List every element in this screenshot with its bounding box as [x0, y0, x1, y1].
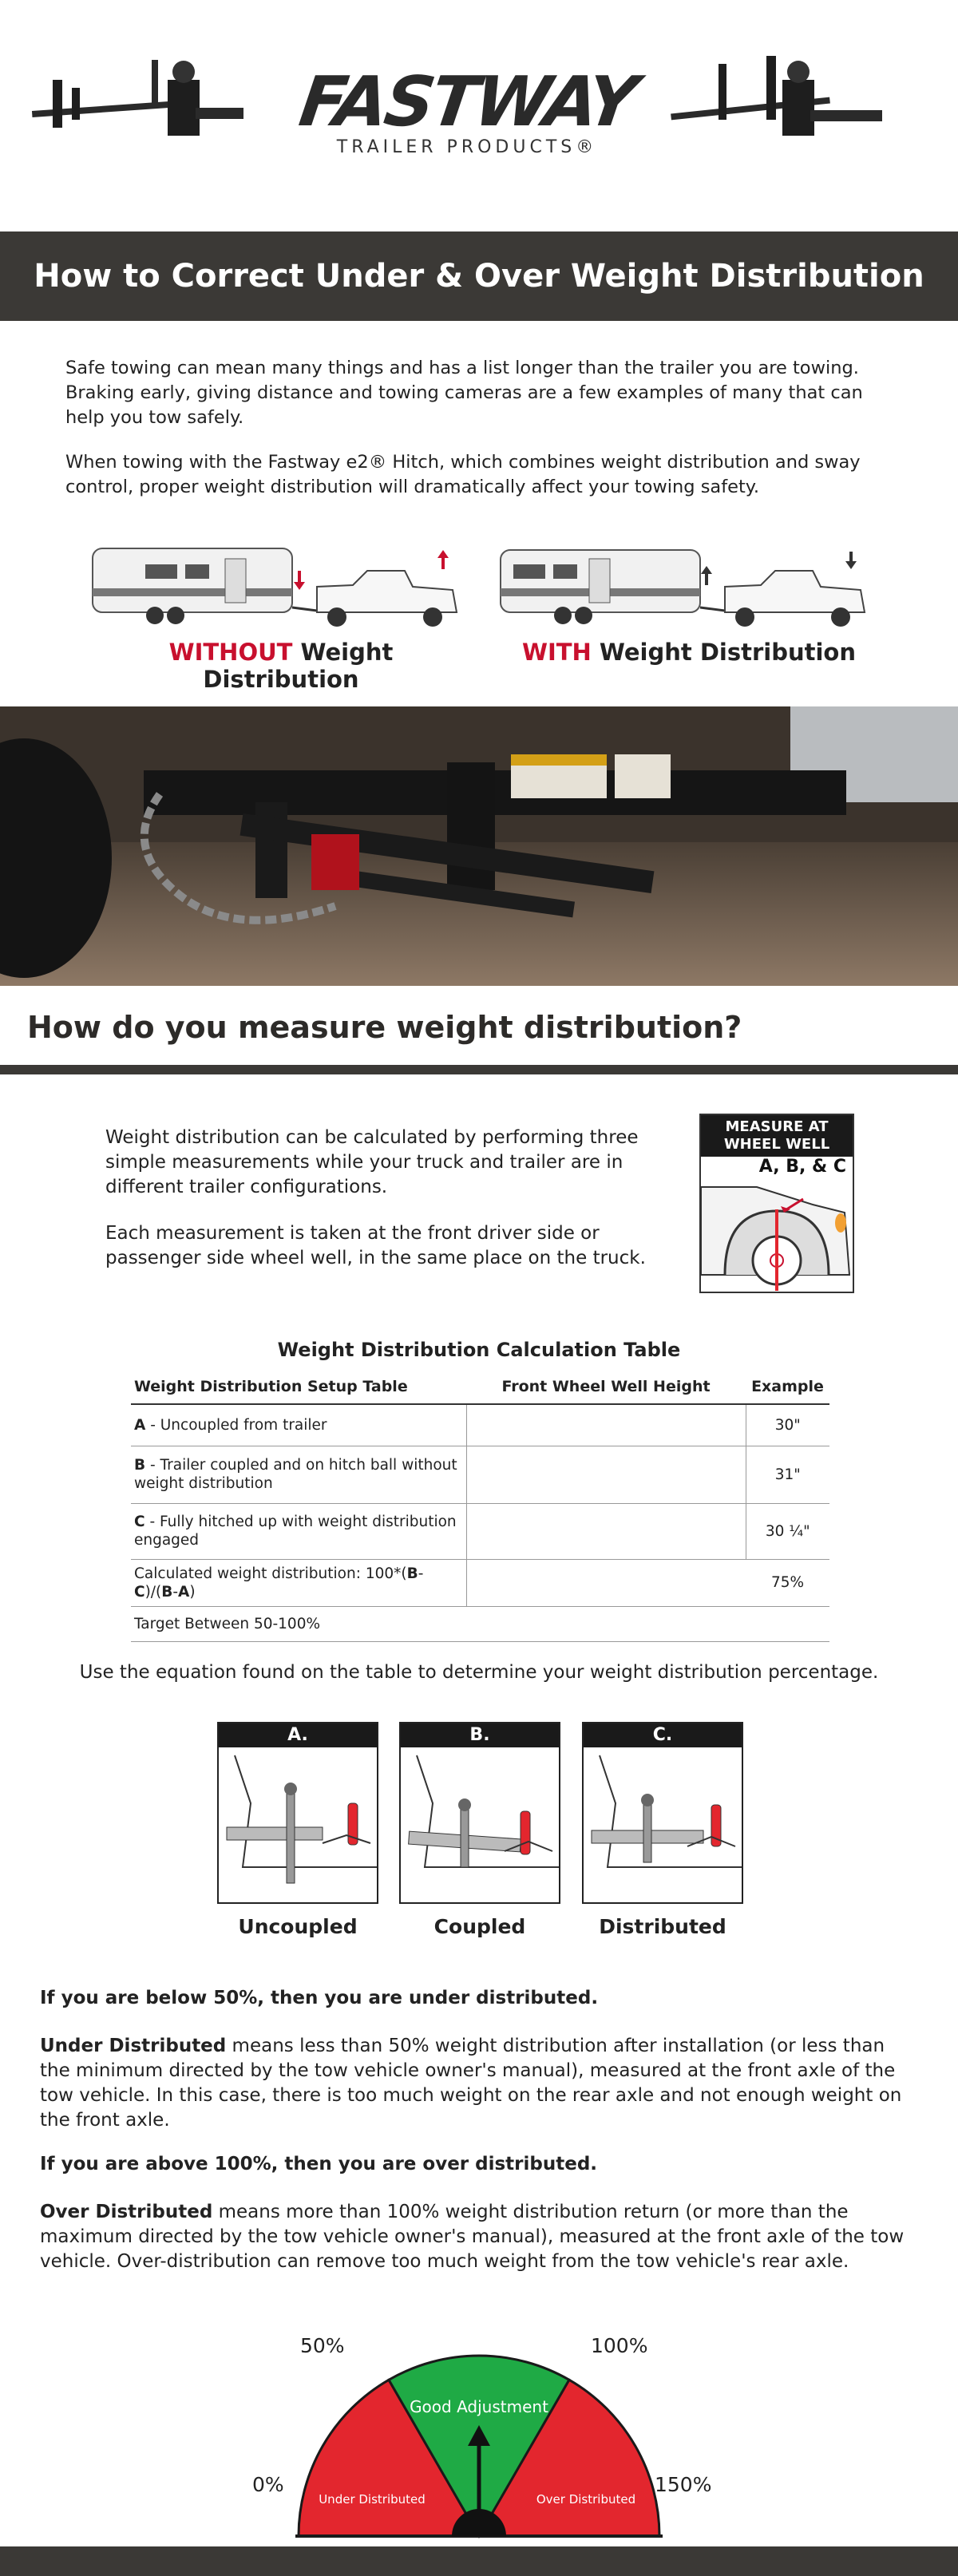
- stage-letter: C.: [584, 1723, 742, 1747]
- table-row: [131, 1404, 829, 1446]
- formula-c: C: [134, 1583, 145, 1601]
- stage-label: Distributed: [599, 1915, 726, 1938]
- stage-diagram: [217, 1722, 378, 1904]
- under-paragraph: [40, 2034, 918, 2133]
- row-key: B: [134, 1457, 146, 1474]
- table-header-setup: Weight Distribution Setup Table: [131, 1370, 466, 1404]
- table-header-row: [131, 1370, 829, 1404]
- rig-without-distribution-illustration: [89, 539, 473, 635]
- row-label: - Uncoupled from trailer: [145, 1416, 327, 1434]
- rig-with-distribution-illustration: [497, 539, 881, 635]
- table-cell-example: 30 ¼": [746, 1503, 829, 1559]
- wheel-well-illustration: [701, 1155, 853, 1291]
- under-term: Under Distributed: [40, 2036, 227, 2056]
- with-distribution-caption: [497, 639, 881, 666]
- over-body: means more than 100% weight distribution return (or more than the maximum directed by the tow vehicle owner's manual), measured at the front axle of the tow vehicle. Over-distribution can remove too much weight from the tow vehicle's rear axle.: [40, 2202, 905, 2272]
- stage-illustration: [401, 1747, 559, 1902]
- equation-note: Use the equation found on the table to determine your weight distribution percentage.: [79, 1662, 879, 1683]
- stage-illustration: [584, 1747, 742, 1902]
- gauge-label-0: 0%: [252, 2473, 284, 2496]
- table-cell-example: 30": [746, 1404, 829, 1446]
- footer-band: [0, 2546, 958, 2576]
- hitch-product-image-right: [663, 48, 886, 160]
- table-cell-height: [466, 1446, 746, 1503]
- formula-b: B: [406, 1565, 418, 1582]
- row-label: - Trailer coupled and on hitch ball without weight distribution: [134, 1457, 457, 1492]
- hitch-product-image-left: [24, 48, 247, 160]
- table-header-example: Example: [746, 1370, 829, 1404]
- gauge-good-label: Good Adjustment: [410, 2397, 548, 2416]
- table-title: Weight Distribution Calculation Table: [277, 1339, 681, 1361]
- table-row: [131, 1446, 829, 1503]
- with-rest: Weight Distribution: [591, 639, 857, 666]
- gauge-over-label: Over Distributed: [536, 2492, 636, 2507]
- over-headline: If you are above 100%, then you are over distributed.: [40, 2154, 598, 2174]
- intro-paragraph-2: When towing with the Fastway e2® Hitch, which combines weight distribution and sway control, proper weight distribution will dramatically affect your towing safety.: [65, 452, 861, 497]
- without-rest: Weight Distribution: [203, 639, 394, 693]
- without-distribution-caption: [89, 639, 473, 693]
- formula-b: B: [161, 1583, 173, 1601]
- stage-label: Coupled: [433, 1915, 526, 1938]
- wheel-well-diagram: [699, 1114, 854, 1293]
- stage-label: Uncoupled: [238, 1915, 358, 1938]
- stage-uncoupled: [217, 1722, 378, 1938]
- table-row-calculated: [131, 1559, 829, 1606]
- wheel-well-title: MEASURE AT WHEEL WELL: [701, 1115, 853, 1157]
- hitch-installed-photo: [0, 706, 958, 986]
- stage-letter: B.: [401, 1723, 559, 1747]
- formula-a: A: [178, 1583, 190, 1601]
- measure-paragraph-2: Each measurement is taken at the front driver side or passenger side wheel well, in the same place on the truck.: [105, 1223, 646, 1268]
- formula-minus: -: [418, 1565, 424, 1582]
- wheel-well-abc-label: A, B, & C: [758, 1157, 846, 1177]
- stage-distributed: [582, 1722, 743, 1938]
- logo-wordmark: FASTWAY: [295, 62, 639, 142]
- table-row: [131, 1503, 829, 1559]
- table-cell-height: [466, 1503, 746, 1559]
- table-cell-example: 31": [746, 1446, 829, 1503]
- under-headline: If you are below 50%, then you are under distributed.: [40, 1988, 599, 2008]
- calculation-table: [131, 1370, 829, 1642]
- without-word: WITHOUT: [168, 639, 293, 666]
- gauge-under-label: Under Distributed: [319, 2492, 426, 2507]
- fastway-logo: [291, 64, 643, 160]
- over-term: Over Distributed: [40, 2202, 213, 2222]
- formula-minus: -: [172, 1583, 179, 1601]
- measure-paragraph-1: Weight distribution can be calculated by performing three simple measurements while your truck and trailer are in different trailer configurations.: [105, 1127, 639, 1197]
- stage-diagram: [582, 1722, 743, 1904]
- table-cell-height: [466, 1559, 746, 1606]
- formula-divide: )/(: [144, 1583, 162, 1601]
- logo-subtitle: TRAILER PRODUCTS®: [336, 137, 598, 157]
- stage-illustration: [219, 1747, 377, 1902]
- row-label: - Fully hitched up with weight distribution engaged: [134, 1514, 457, 1549]
- table-cell-example: 75%: [746, 1559, 829, 1606]
- table-row-target: [131, 1606, 829, 1641]
- formula-suffix: ): [189, 1583, 196, 1601]
- over-paragraph: [40, 2200, 918, 2274]
- gauge-label-50: 50%: [300, 2334, 345, 2357]
- stage-coupled: [399, 1722, 560, 1938]
- under-body: means less than 50% weight distribution after installation (or less than the minimum directed by the tow vehicle owner's manual), measured at the front axle of the tow vehicle. In this case, there is too much weight on the rear axle and not enough weight on the front axle.: [40, 2036, 902, 2131]
- row-key: A: [134, 1416, 146, 1434]
- table-cell-setup: [131, 1446, 466, 1503]
- section-divider: [0, 1065, 958, 1074]
- row-key: C: [134, 1514, 145, 1530]
- table-cell-target: Target Between 50-100%: [131, 1606, 829, 1641]
- table-cell-setup: [131, 1404, 466, 1446]
- intro-paragraph-1: Safe towing can mean many things and has a list longer than the trailer you are towing. Braking early, giving distance and towing cameras are a few examples of many that can help you tow safely.: [65, 358, 863, 428]
- stage-letter: A.: [219, 1723, 377, 1747]
- table-cell-formula: [131, 1559, 466, 1606]
- page-title: How to Correct Under & Over Weight Distribution: [34, 258, 924, 295]
- page-header: [0, 0, 958, 231]
- table-header-height: Front Wheel Well Height: [466, 1370, 746, 1404]
- table-cell-height: [466, 1404, 746, 1446]
- table-cell-setup: [131, 1503, 466, 1559]
- distribution-gauge: [295, 2352, 663, 2543]
- gauge-label-100: 100%: [591, 2334, 648, 2357]
- stage-diagram: [399, 1722, 560, 1904]
- formula-prefix: Calculated weight distribution: 100*(: [134, 1565, 407, 1582]
- gauge-label-150: 150%: [655, 2473, 712, 2496]
- with-word: WITH: [521, 639, 592, 666]
- title-band: [0, 231, 958, 321]
- measure-heading: How do you measure weight distribution?: [27, 1010, 742, 1045]
